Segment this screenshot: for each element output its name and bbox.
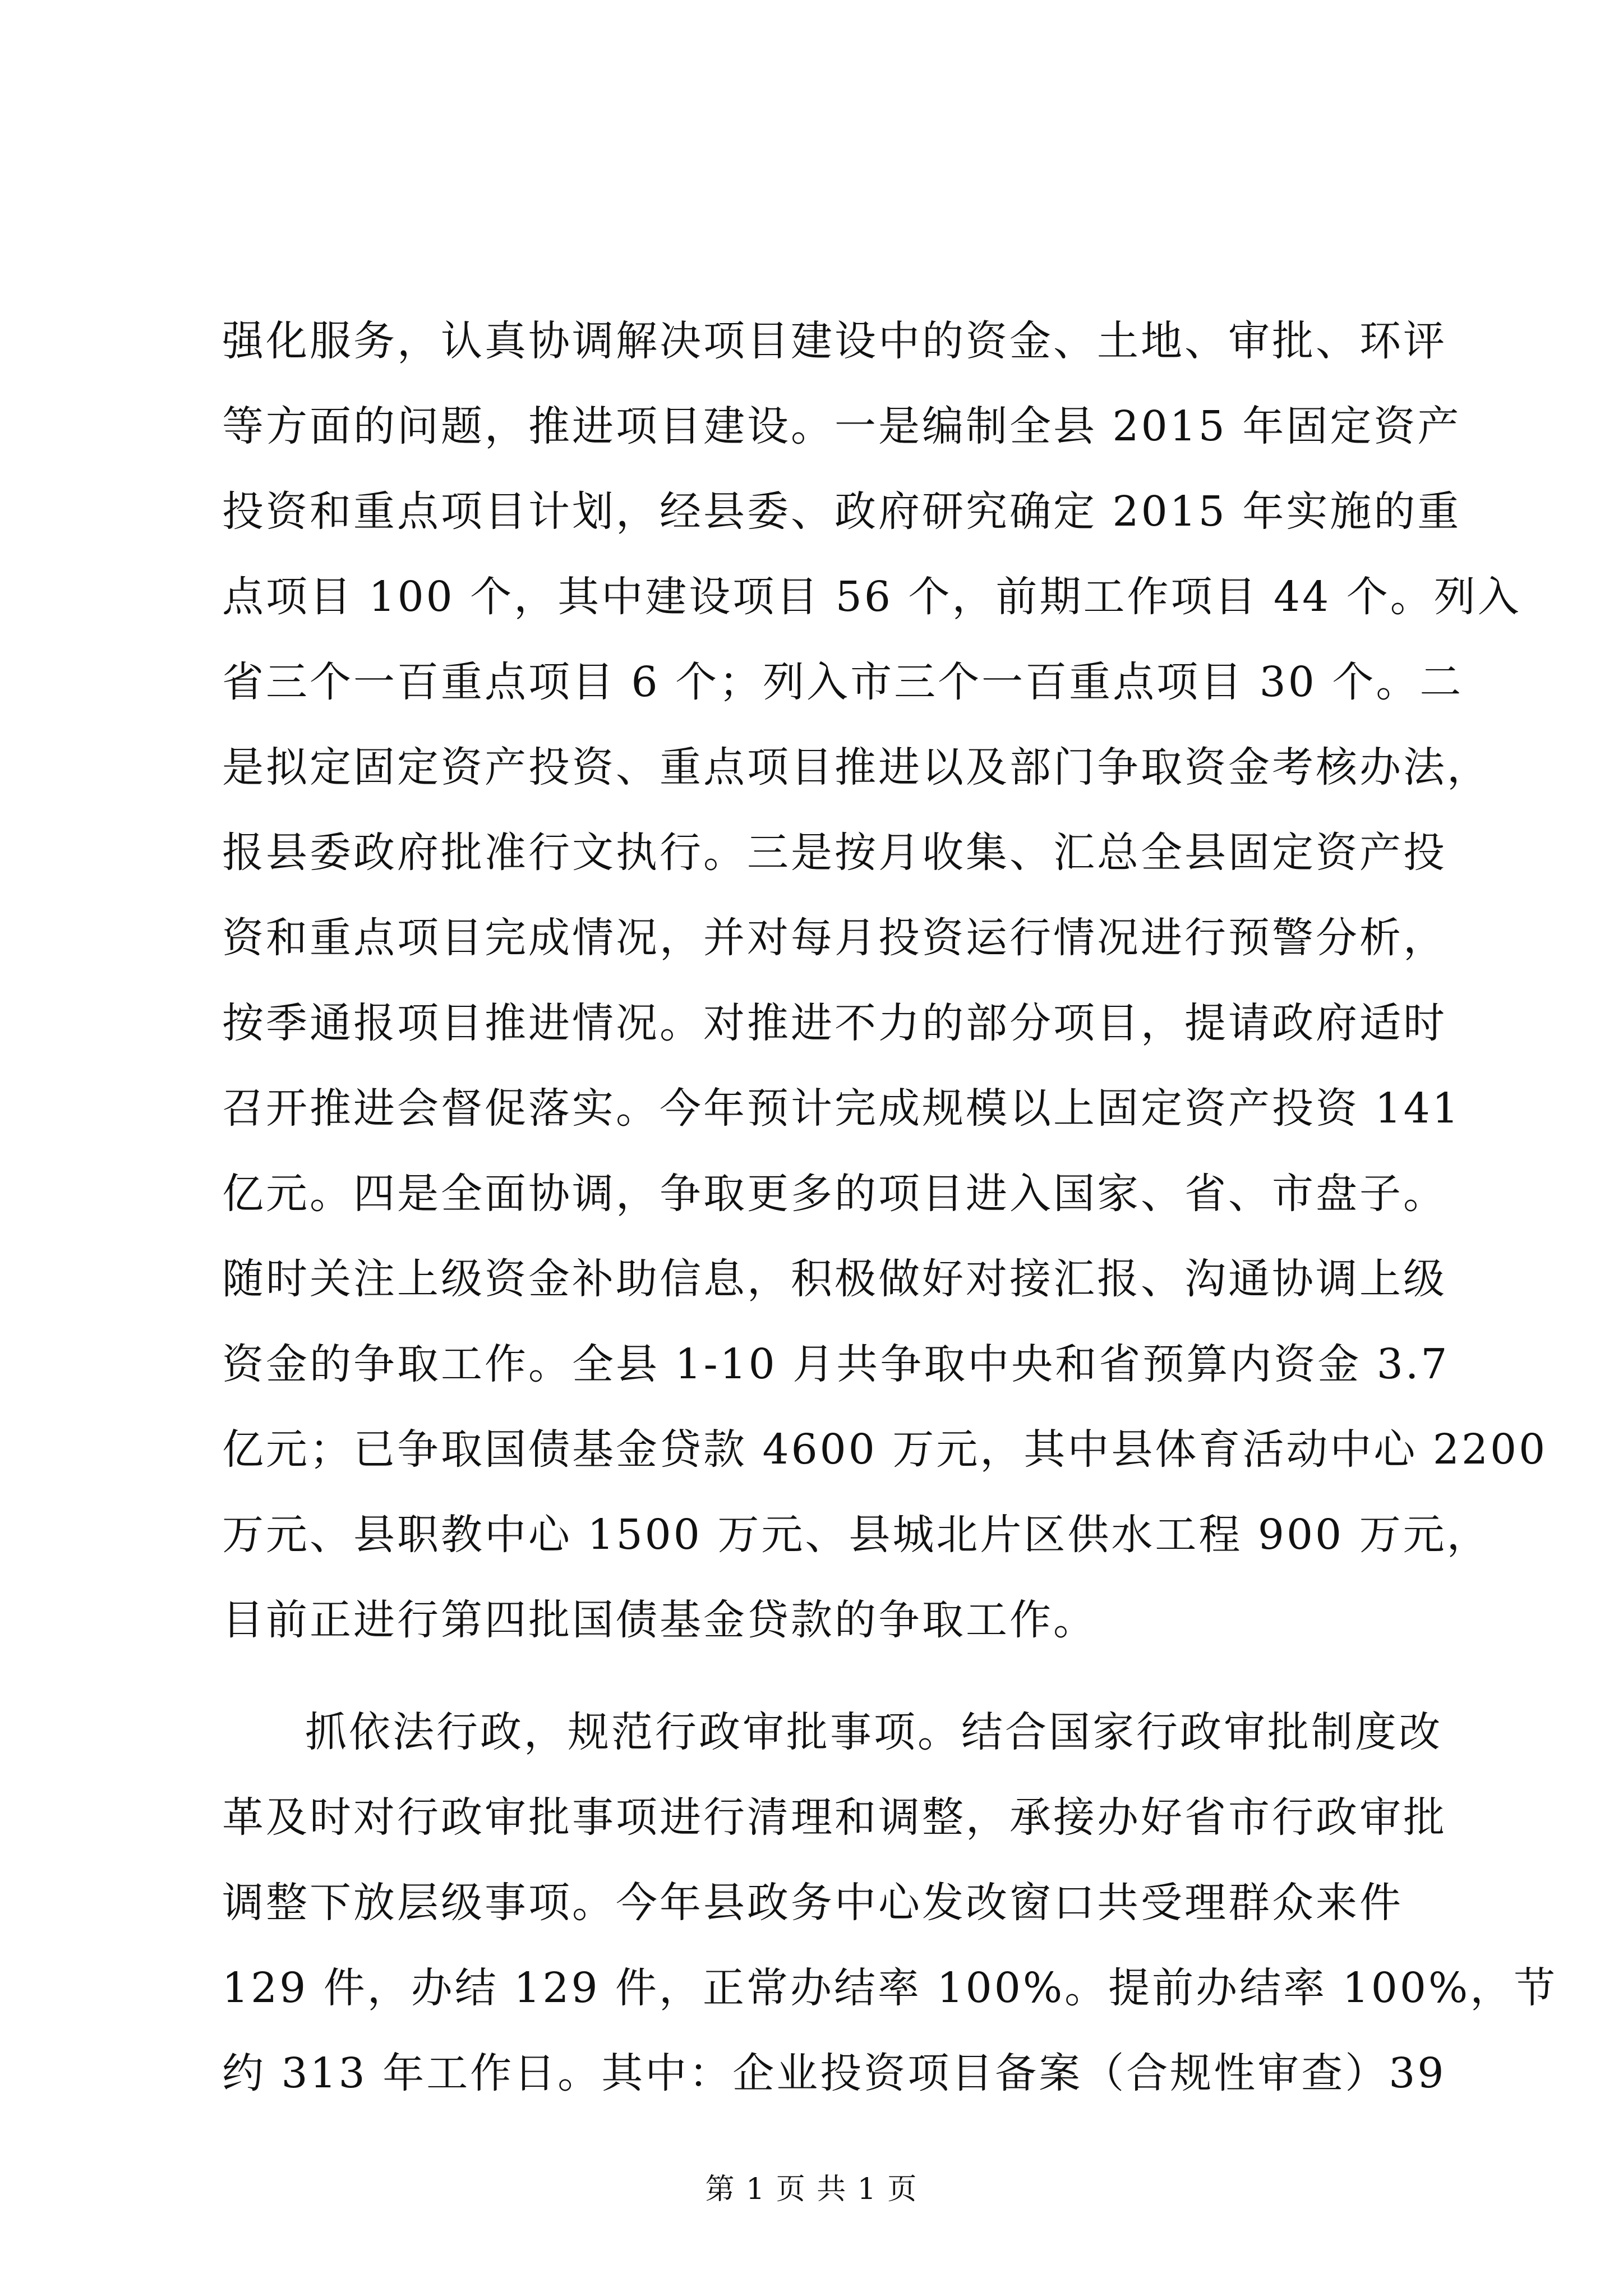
page-footer: 第 1 页 共 1 页 [705,2173,918,2206]
text-line: 随时关注上级资金补助信息，积极做好对接汇报、沟通协调上级 [222,1255,1447,1303]
text-line: 省三个一百重点项目 6 个；列入市三个一百重点项目 30 个。二 [222,658,1464,706]
body-text [222,298,1558,2116]
text-line: 强化服务，认真协调解决项目建设中的资金、土地、审批、环评 [222,317,1447,365]
text-line: 等方面的问题，推进项目建设。一是编制全县 2015 年固定资产 [222,402,1461,450]
text-line: 革及时对行政审批事项进行清理和调整，承接办好省市行政审批 [222,1793,1447,1842]
text-line: 点项目 100 个，其中建设项目 56 个，前期工作项目 44 个。列入 [222,573,1521,621]
text-line: 召开推进会督促落实。今年预计完成规模以上固定资产投资 141 [222,1084,1461,1133]
paragraph-gap [222,1663,1428,1690]
text-line: 亿元。四是全面协调，争取更多的项目进入国家、省、市盘子。 [222,1170,1447,1218]
text-line: 调整下放层级事项。今年县政务中心发改窗口共受理群众来件 [222,1879,1403,1927]
text-line: 目前正进行第四批国债基金贷款的争取工作。 [222,1596,1097,1644]
text-line: 投资和重点项目计划，经县委、政府研究确定 2015 年实施的重 [222,487,1461,536]
text-line: 报县委政府批准行文执行。三是按月收集、汇总全县固定资产投 [222,829,1447,877]
text-line: 是拟定固定资产投资、重点项目推进以及部门争取资金考核办法， [222,743,1491,792]
text-line: 129 件，办结 129 件，正常办结率 100%。提前办结率 100%，节 [222,1964,1558,2012]
paragraph-2 [222,1690,1558,2116]
text-line: 抓依法行政，规范行政审批事项。结合国家行政审批制度改 [305,1708,1442,1756]
text-line: 资金的争取工作。全县 1-10 月共争取中央和省预算内资金 3.7 [222,1340,1450,1388]
text-line: 万元、县职教中心 1500 万元、县城北片区供水工程 900 万元， [222,1511,1491,1559]
text-line: 资和重点项目完成情况，并对每月投资运行情况进行预警分析， [222,914,1447,962]
text-line: 约 313 年工作日。其中：企业投资项目备案（合规性审查）39 [222,2049,1446,2097]
paragraph-1 [222,298,1548,1663]
text-line: 亿元；已争取国债基金贷款 4600 万元，其中县体育活动中心 2200 [222,1425,1548,1474]
text-line: 按季通报项目推进情况。对推进不力的部分项目，提请政府适时 [222,999,1447,1047]
